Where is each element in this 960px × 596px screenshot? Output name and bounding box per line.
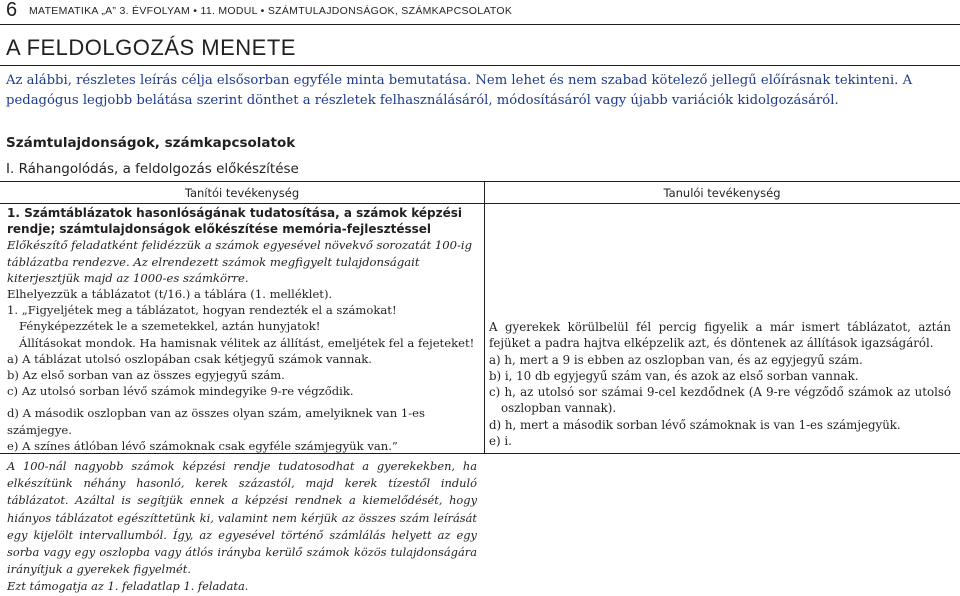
running-head: MATEMATIKA „A” 3. ÉVFOLYAM • 11. MODUL • SZÁMTULAJDONSÁGOK, SZÁMKAPCSOLATOK (29, 5, 513, 17)
student-activity-column (489, 319, 951, 449)
statement-c: c) Az utolsó sorban lévő számok mindegyike 9-re végződik. (7, 384, 354, 399)
teacher-activity-column (7, 205, 477, 454)
answer-b: b) i, 10 db egyjegyű szám van, és azok az első sorban vannak. (489, 368, 859, 383)
statement-b: b) Az első sorban van az összes egyjegyű szám. (7, 368, 285, 383)
answer-e: e) i. (489, 434, 512, 449)
activity-title: 1. Számtáblázatok hasonlóságának tudatosítása, a számok képzési rendje; számtulajdonságok előkészítése memória-fejlesztéssel (7, 206, 463, 237)
page-number: 6 (6, 0, 18, 21)
answer-a: a) h, mert a 9 is ebben az oszlopban van, és az egyjegyű szám. (489, 352, 863, 367)
note-text: A 100-nál nagyobb számok képzési rendje tudatosodhat a gyerekekben, ha elkészítünk néhány hasonló, kerek százastól, majd kerek tízestől induló táblázatot. Azáltal is segítjük ennek a képzési rendnek a kiemelődését, hogy hiányos táblázatot egészíttetünk ki, valamint nem kérjük az összes szám leírását egy kijelölt intervallumból. Így, az egyesével történő számlálás helyett az egy sorba vagy egy oszlopba vagy átlós irányba kerülő számok közös tulajdonságára irányítjuk a gyerekek figyelmét. (7, 459, 477, 577)
header-divider (0, 24, 960, 25)
topic-title: Számtulajdonságok, számkapcsolatok (6, 135, 296, 151)
student-intro: A gyerekek körülbelül fél percig figyelik a már ismert táblázatot, aztán fejüket a padra hajtva elképzelik azt, és döntenek az állítások igazságáról. (489, 320, 951, 351)
title-divider (0, 65, 960, 66)
answer-d: d) h, mert a második sorban lévő számoknak is van 1-es számjegyük. (489, 417, 901, 432)
section-title: A FELDOLGOZÁS MENETE (6, 35, 296, 60)
note-support: Ezt támogatja az 1. feladatlap 1. feladata. (7, 579, 249, 594)
prep-text: Előkészítő feladatként felidézzük a számok egyesével növekvő sorozatát 100-ig táblázatba rendezve. Az elrendezett számok megfigyelt tulajdonságait kiterjesztjük majd az 1000-es számkörre. (7, 238, 473, 285)
statement-a: a) A táblázat utolsó oszlopában csak kétjegyű számok vannak. (7, 351, 372, 366)
phase-divider (0, 181, 960, 182)
phase-title: I. Ráhangolódás, a feldolgozás előkészítése (6, 161, 299, 177)
column-header-divider (0, 203, 960, 204)
student-column-header: Tanulói tevékenység (663, 186, 781, 200)
teacher-column-header: Tanítói tevékenység (184, 186, 300, 200)
instruction-1: 1. „Figyeljétek meg a táblázatot, hogyan rendezték el a számokat! Fényképezzétek le a szemetekkel, aztán hunyjatok! (7, 303, 397, 334)
intro-paragraph: Az alábbi, részletes leírás célja elsősorban egyféle minta bemutatása. Nem lehet és nem szabad kötelező jellegű előírásnak tekinteni. A pedagógus legjobb belátása szerint dönthet a részletek felhasználásáról, módosításáról vagy újabb variációk kidolgozásáról. (6, 73, 913, 108)
statement-e: e) A színes átlóban lévő számoknak csak egyféle számjegyük van.” (7, 438, 398, 453)
placement-text: Elhelyezzük a táblázatot (t/16.) a táblára (1. melléklet). (7, 287, 333, 302)
statement-d: d) A második oszlopban van az összes olyan szám, amelyiknek van 1-es számjegye. (7, 406, 425, 437)
column-divider (484, 181, 485, 453)
note-divider (0, 453, 960, 454)
answer-c: c) h, az utolsó sor számai 9-cel kezdődnek (A 9-re végződő számok az utolsó oszlopban vannak). (489, 385, 951, 416)
instruction-2: Állításokat mondok. Ha hamisnak vélitek az állítást, emeljétek fel a fejeteket! (19, 335, 475, 350)
